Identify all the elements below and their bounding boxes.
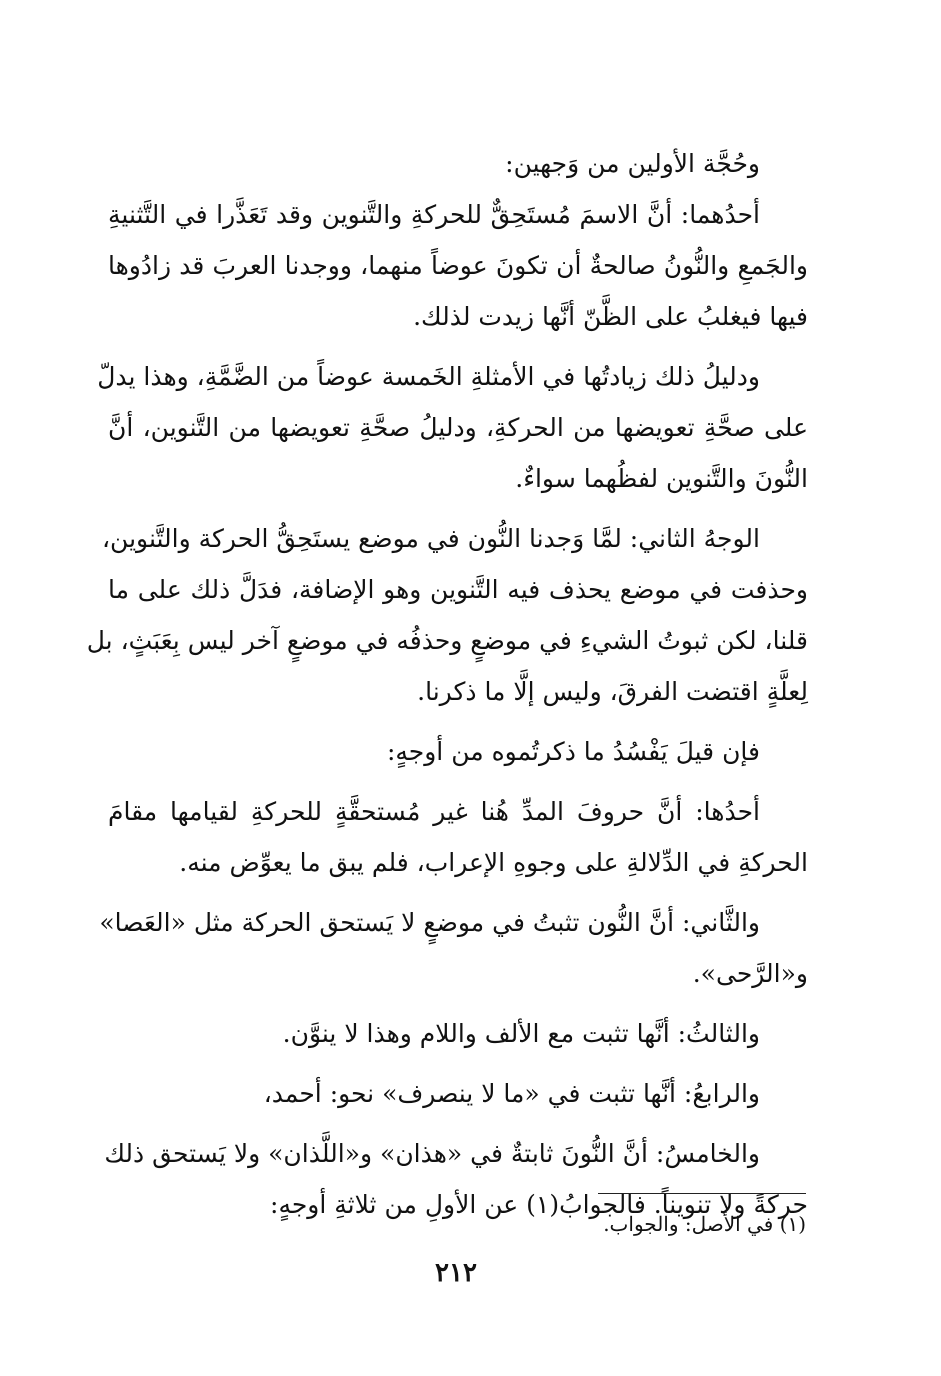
text-line: ودليلُ ذلك زيادتُها في الأمثلةِ الخَمسة عوضاً من الضَّمَّةِ، وهذا يدلّ	[97, 362, 760, 391]
text-line: لِعلَّةٍ اقتضت الفرقَ، وليس إلَّا ما ذكرنا.	[417, 677, 808, 706]
text-line: و«الرَّحى».	[692, 959, 808, 988]
text-line: فإن قيلَ يَفْسُدُ ما ذكرتُموه من أوجهٍ:	[386, 737, 760, 766]
text-line: والرابعُ: أنَّها تثبت في «ما لا ينصرف» نحو: أحمد،	[263, 1079, 760, 1108]
text-line: والخامسُ: أنَّ النُّونَ ثابتةٌ في «هذان» و«اللَّذان» ولا يَستحق ذلك	[104, 1139, 760, 1168]
text-line: الحركةِ في الدِّلالةِ على وجوهِ الإعراب، فلم يبق ما يعوِّض منه.	[179, 848, 808, 877]
text-line: والجَمعِ والنُّونُ صالحةٌ أن تكونَ عوضاً منهما، ووجدنا العربَ قد زادُوها	[108, 251, 808, 280]
text-line: أحدُهما: أنَّ الاسمَ مُستَحِقٌّ للحركةِ والتَّنوين وقد تَعَذَّرا في التَّثنيةِ	[108, 200, 760, 229]
footnote: (١) في الأصل: والجواب.	[603, 1212, 806, 1236]
text-line: النُّونَ والتَّنوين لفظُهما سواءٌ.	[515, 464, 808, 493]
text-line: حركةً ولا تنويناً. فالجوابُ(١) عن الأولِ من ثلاثةِ أوجهٍ:	[270, 1190, 808, 1219]
text-line: فيها فيغلبُ على الظَّنّ أنَّها زيدت لذلك.	[413, 302, 808, 331]
text-line: الوجهُ الثاني: لمَّا وَجدنا النُّون في موضع يستَحِقُّ الحركة والتَّنوين،	[101, 524, 760, 553]
main-text	[86, 138, 808, 1230]
text-line: والثَّاني: أنَّ النُّون تثبتُ في موضعٍ لا يَستحق الحركة مثل «العَصا»	[99, 908, 760, 937]
page-number: ٢١٢	[435, 1258, 477, 1288]
footnote-divider	[598, 1193, 806, 1194]
text-line: وحُجَّة الأولين من وَجهين:	[505, 149, 760, 178]
text-line: على صحَّةِ تعويضها من الحركةِ، ودليلُ صحَّةِ تعويضها من التَّنوين، أنَّ	[108, 413, 808, 442]
text-line: أحدُها: أنَّ حروفَ المدِّ هُنا غير مُستحقَّةٍ للحركةِ لقيامها مقامَ	[108, 797, 760, 826]
text-line: والثالثُ: أنَّها تثبت مع الألف واللام وهذا لا ينوَّن.	[282, 1019, 760, 1048]
text-line: قلنا، لكن ثبوتُ الشيءِ في موضعٍ وحذفُه في موضعٍ آخر ليس بِعَبَثٍ، بل	[86, 626, 808, 655]
text-line: وحذفت في موضع يحذف فيه التَّنوين وهو الإضافة، فدَلَّ ذلك على ما	[108, 575, 808, 604]
